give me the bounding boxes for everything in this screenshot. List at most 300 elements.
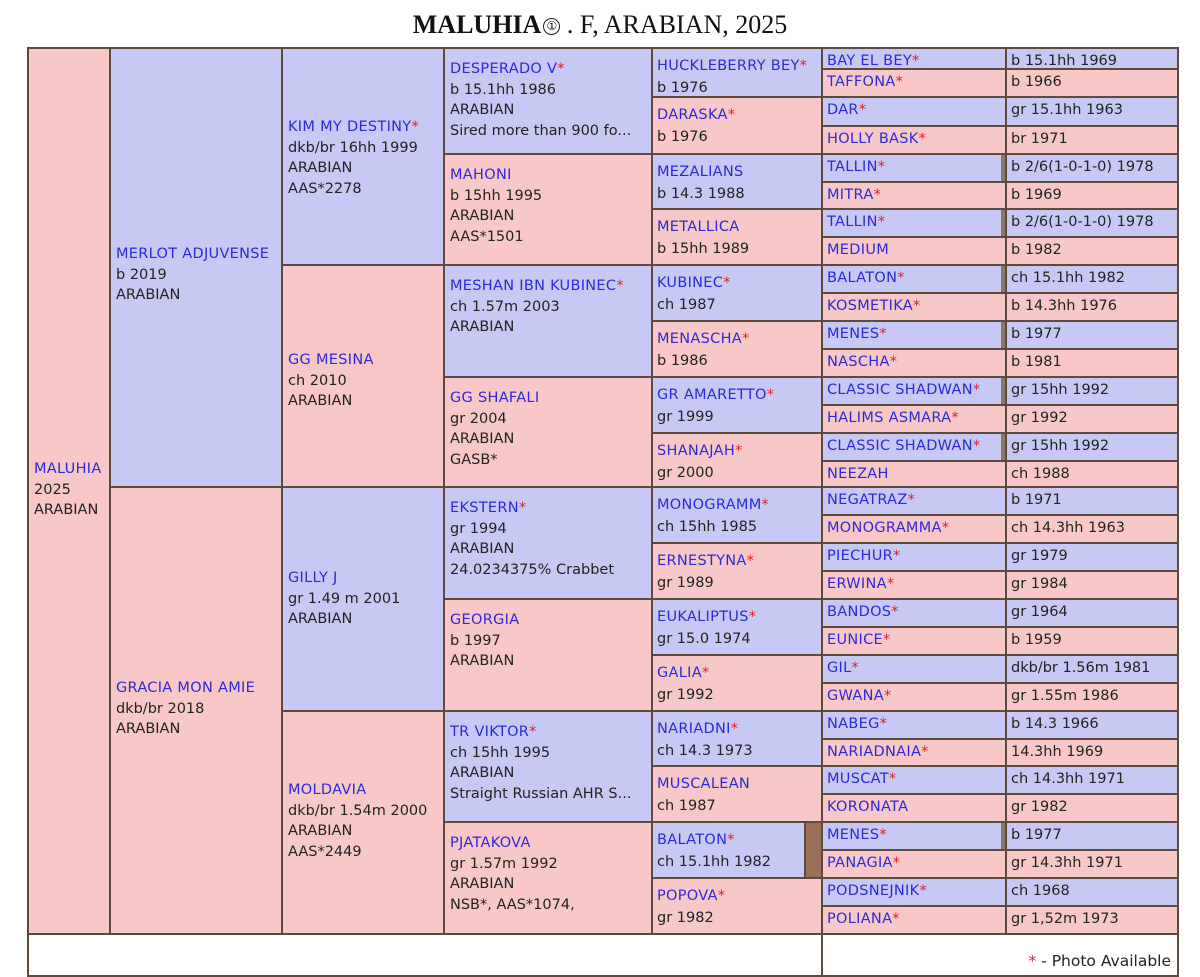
horse-name-line (827, 796, 1001, 818)
footer-legend-cell (821, 933, 1179, 977)
horse-info: gr 1.49 m 2001 (288, 590, 401, 607)
horse-name-link[interactable]: MENES (827, 326, 880, 342)
photo-available-icon: * (1028, 951, 1037, 970)
gen5-info-cell (1005, 877, 1179, 907)
photo-available-icon: * (518, 500, 527, 516)
photo-available-icon: * (919, 883, 927, 899)
horse-name-line (34, 459, 104, 480)
horse-info: ch 15hh 1985 (657, 519, 758, 535)
photo-available-icon: * (858, 102, 867, 118)
horse-name-link[interactable]: MITRA (827, 187, 874, 203)
horse-info: b 14.3 1988 (657, 186, 745, 202)
photo-available-icon: * (893, 548, 901, 564)
horse-name-link[interactable]: MAHONI (450, 167, 512, 183)
gen5-info-cell (1005, 682, 1179, 712)
photo-available-icon: * (879, 716, 887, 732)
gen5-name-cell (821, 514, 1007, 544)
gen5-info-cell (1005, 486, 1179, 516)
horse-name-line (288, 117, 438, 138)
gen4-cell (651, 432, 823, 488)
horse-info: ch 1.57m 2003 (450, 298, 560, 315)
gen5-name-cell (821, 432, 1007, 462)
horse-name-line (657, 272, 817, 294)
photo-thumbnail[interactable] (804, 823, 821, 877)
gen1-cell (109, 47, 283, 488)
horse-name-line (827, 323, 1001, 345)
photo-available-icon: * (886, 576, 895, 592)
photo-available-icon: * (941, 520, 950, 536)
horse-name-line (657, 161, 817, 183)
horse-name-link[interactable]: DAR (827, 102, 859, 118)
horse-name-link[interactable]: TALLIN (827, 214, 878, 230)
horse-info: gr 1979 (1011, 548, 1068, 564)
gen5-info-cell (1005, 348, 1179, 378)
gen5-name-cell (821, 404, 1007, 434)
horse-name-link[interactable]: EUNICE (827, 632, 883, 648)
horse-name-line (657, 328, 817, 350)
horse-name-link[interactable]: KOSMETIKA (827, 298, 914, 314)
horse-name-link[interactable]: GEORGIA (450, 612, 520, 628)
gen5-info-cell (1005, 460, 1179, 488)
gen5-name-cell (821, 793, 1007, 823)
gen4-cell (651, 96, 823, 155)
gen2-cell (281, 486, 445, 712)
horse-name-link[interactable]: NEGATRAZ (827, 492, 908, 508)
horse-name-link[interactable]: MALUHIA (34, 461, 102, 477)
gen4-cell (651, 47, 823, 98)
gen5-name-cell (821, 849, 1007, 879)
gen5-name-cell (821, 460, 1007, 488)
horse-info: ch 14.3 1973 (657, 743, 753, 759)
horse-info: ARABIAN (450, 431, 515, 447)
gen5-info-cell (1005, 542, 1179, 572)
photo-available-icon: * (877, 214, 885, 230)
horse-name-line (827, 407, 1001, 429)
horse-name-link[interactable]: BANDOS (827, 604, 892, 620)
horse-info: gr 2004 (450, 410, 507, 427)
horse-name-link[interactable]: MENES (827, 827, 880, 843)
gen5-info-cell (1005, 376, 1179, 406)
horse-info: ARABIAN (450, 208, 515, 224)
gen5-info-cell (1005, 96, 1179, 127)
horse-info: ch 1988 (1011, 466, 1070, 482)
horse-name-link[interactable]: PIECHUR (827, 548, 893, 564)
horse-name-link[interactable]: KUBINEC (657, 275, 724, 291)
horse-name-line (827, 463, 1001, 485)
photo-available-icon: * (912, 53, 920, 69)
gen2-cell (281, 47, 445, 266)
subject-cell (27, 47, 111, 935)
gen5-name-cell (821, 765, 1007, 795)
horse-name-link[interactable]: MENASCHA (657, 331, 742, 347)
gen5-info-cell (1005, 208, 1179, 238)
horse-name-link[interactable]: TR VIKTOR (450, 724, 530, 740)
gen5-info-cell (1005, 821, 1179, 851)
horse-name-line (827, 71, 1001, 93)
horse-info: gr 1992 (657, 687, 714, 703)
horse-name-line (450, 165, 646, 186)
horse-name-line (827, 657, 1001, 679)
horse-name-line (827, 239, 1001, 261)
horse-name-line (450, 610, 646, 631)
horse-name-link[interactable]: GR AMARETTO (657, 387, 767, 403)
photo-available-icon: * (972, 382, 981, 398)
gen5-name-cell (821, 486, 1007, 516)
horse-name-line (827, 50, 1001, 70)
horse-name-link[interactable]: MONOGRAMM (657, 497, 762, 513)
gen5-info-cell (1005, 68, 1179, 98)
horse-name-line (450, 388, 646, 409)
photo-available-icon: * (735, 443, 743, 459)
photo-available-icon: * (892, 911, 900, 927)
horse-name-link[interactable]: EKSTERN (450, 500, 519, 516)
horse-info: gr 1999 (657, 409, 714, 425)
gen5-name-cell (821, 710, 1007, 740)
horse-name-link[interactable]: METALLICA (657, 219, 740, 235)
horse-name-link[interactable]: HUCKLEBERRY BEY (657, 58, 800, 74)
horse-info: ch 14.3hh 1963 (1011, 520, 1125, 536)
horse-info: b 1959 (1011, 632, 1062, 648)
photo-available-icon: * (951, 410, 959, 426)
horse-info: ch 15.1hh 1982 (657, 854, 771, 870)
horse-info: b 14.3hh 1976 (1011, 298, 1117, 314)
gen5-info-cell (1005, 432, 1179, 462)
horse-info: AAS*2278 (288, 180, 362, 197)
horse-name-link[interactable]: BALATON (657, 832, 728, 848)
horse-name-line (827, 713, 1001, 735)
horse-info: ch 15hh 1995 (450, 744, 551, 761)
photo-available-icon: * (746, 553, 754, 569)
horse-info: b 1977 (1011, 827, 1062, 843)
horse-name-link[interactable]: TAFFONA (827, 74, 896, 90)
gen5-info-cell (1005, 905, 1179, 935)
horse-name-line (657, 216, 817, 238)
gen5-name-cell (821, 682, 1007, 712)
photo-available-icon: * (895, 74, 903, 90)
horse-info: gr 1.55m 1986 (1011, 688, 1119, 704)
horse-name-link[interactable]: GG MESINA (288, 352, 374, 368)
photo-available-icon: * (411, 119, 419, 135)
horse-name-link[interactable]: GALIA (657, 665, 702, 681)
gen3-cell (443, 264, 653, 378)
horse-name-link[interactable]: DESPERADO V (450, 61, 558, 77)
photo-available-icon: * (891, 604, 899, 620)
horse-name-link[interactable]: KIM MY DESTINY (288, 119, 412, 135)
horse-info: gr 1982 (657, 910, 714, 926)
gen5-name-cell (821, 68, 1007, 98)
horse-name-link[interactable]: MUSCALEAN (657, 776, 751, 792)
horse-info: GASB* (450, 451, 498, 468)
gen4-cell (651, 542, 823, 600)
horse-info: b 1977 (1011, 326, 1062, 342)
horse-name-line (827, 128, 1001, 150)
horse-name-line (657, 662, 817, 684)
horse-info: ARABIAN (450, 319, 515, 335)
horse-name-link[interactable]: NARIADNAIA (827, 744, 922, 760)
horse-name-link[interactable]: MESHAN IBN KUBINEC (450, 278, 617, 294)
photo-available-icon: * (727, 832, 735, 848)
photo-available-icon: * (892, 855, 901, 871)
horse-info: b 1986 (657, 353, 708, 369)
horse-name-link[interactable]: MOLDAVIA (288, 782, 367, 798)
horse-name-line (657, 829, 817, 851)
gen5-name-cell (821, 125, 1007, 155)
horse-name-line (827, 489, 1001, 511)
gen3-cell (443, 821, 653, 935)
horse-info: gr 1989 (657, 575, 714, 591)
horse-info: dkb/br 1.54m 2000 (288, 802, 428, 819)
photo-available-icon: * (799, 58, 807, 74)
horse-name-link[interactable]: MEZALIANS (657, 164, 744, 180)
horse-name-link[interactable]: NARIADNI (657, 721, 731, 737)
horse-info: ARABIAN (116, 287, 181, 303)
footer-left (27, 933, 823, 977)
horse-name-link[interactable]: TALLIN (827, 159, 878, 175)
gen5-info-cell (1005, 153, 1179, 183)
gen2-cell (281, 710, 445, 935)
page-title (0, 10, 1200, 40)
photo-available-icon: * (717, 888, 726, 904)
horse-name-line (657, 718, 817, 740)
horse-info: ARABIAN (450, 541, 515, 557)
gen5-info-cell (1005, 765, 1179, 795)
photo-available-icon: * (879, 326, 887, 342)
horse-info: gr 15hh 1992 (1011, 382, 1110, 398)
horse-name-link[interactable]: POLIANA (827, 911, 893, 927)
horse-name-link[interactable]: ERNESTYNA (657, 553, 747, 569)
gen4-cell (651, 821, 823, 879)
horse-name-line (657, 440, 817, 462)
horse-name-line (827, 184, 1001, 206)
horse-name-line (450, 722, 646, 743)
photo-available-icon: * (883, 688, 892, 704)
photo-available-icon: * (921, 744, 929, 760)
gen5-name-cell (821, 96, 1007, 127)
horse-info: gr 15.1hh 1963 (1011, 102, 1123, 118)
horse-info: ch 1968 (1011, 883, 1070, 899)
horse-info: ch 14.3hh 1971 (1011, 771, 1125, 787)
gen5-info-cell (1005, 570, 1179, 600)
gen4-cell (651, 264, 823, 322)
gen4-cell (651, 153, 823, 210)
horse-info: b 1976 (657, 80, 708, 96)
horse-info: dkb/br 2018 (116, 700, 205, 717)
gen5-info-cell (1005, 264, 1179, 294)
photo-available-icon: * (913, 298, 921, 314)
gen5-info-cell (1005, 292, 1179, 322)
horse-name-link[interactable]: NEEZAH (827, 466, 889, 482)
horse-name-link[interactable]: PANAGIA (827, 855, 893, 871)
gen5-info-cell (1005, 793, 1179, 823)
horse-name-line (827, 880, 1001, 902)
horse-info: b 1981 (1011, 354, 1062, 370)
horse-info: b 15.1hh 1986 (450, 81, 556, 98)
horse-info: ARABIAN (450, 876, 515, 892)
gen3-cell (443, 47, 653, 155)
horse-name-line (657, 773, 817, 795)
horse-name-link[interactable]: ERWINA (827, 576, 887, 592)
horse-info: ch 2010 (288, 372, 347, 389)
horse-name-link[interactable]: MONOGRAMMA (827, 520, 942, 536)
photo-available-icon: * (879, 827, 887, 843)
horse-name-line (827, 824, 1001, 846)
gen5-info-cell (1005, 626, 1179, 656)
horse-name-line (827, 351, 1001, 373)
gen4-cell (651, 376, 823, 434)
horse-name-line (827, 379, 1001, 401)
gen5-name-cell (821, 626, 1007, 656)
horse-name-link[interactable]: CLASSIC SHADWAN (827, 438, 973, 454)
horse-name-link[interactable]: DARASKA (657, 107, 728, 123)
gen4-cell (651, 654, 823, 712)
photo-available-icon: * (882, 632, 891, 648)
horse-name-line (827, 685, 1001, 707)
horse-name-line (288, 780, 438, 801)
horse-name-link[interactable]: HALIMS ASMARA (827, 410, 952, 426)
registered-icon: ① (543, 18, 560, 35)
photo-available-icon: * (888, 771, 897, 787)
horse-name-link[interactable]: MEDIUM (827, 242, 890, 258)
horse-name-link[interactable]: SHANAJAH (657, 443, 736, 459)
horse-name-link[interactable]: BALATON (827, 270, 898, 286)
photo-available-icon: * (727, 107, 735, 123)
photo-available-icon: * (616, 278, 624, 294)
horse-name-line (657, 104, 817, 126)
horse-name-line (657, 384, 817, 406)
horse-name-link[interactable]: PJATAKOVA (450, 835, 531, 851)
gen5-info-cell (1005, 514, 1179, 544)
horse-info: b 15hh 1989 (657, 241, 750, 257)
horse-name-link[interactable]: GIL (827, 660, 852, 676)
horse-name-link[interactable]: MERLOT ADJUVENSE (116, 246, 270, 262)
photo-available-icon: * (972, 438, 981, 454)
horse-info: AAS*1501 (450, 228, 524, 245)
horse-name-link[interactable]: CLASSIC SHADWAN (827, 382, 973, 398)
horse-info: AAS*2449 (288, 843, 362, 860)
gen5-info-cell (1005, 710, 1179, 740)
horse-info: b 1997 (450, 632, 501, 649)
photo-available-icon: * (877, 159, 885, 175)
photo-available-icon: * (766, 387, 774, 403)
photo-available-icon: * (742, 331, 750, 347)
gen4-cell (651, 486, 823, 544)
horse-info: b 14.3 1966 (1011, 716, 1099, 732)
horse-name-link[interactable]: HOLLY BASK (827, 131, 919, 147)
horse-name-link[interactable]: GWANA (827, 688, 884, 704)
horse-name-line (657, 55, 817, 77)
horse-name-line (827, 99, 1001, 121)
horse-info: ARABIAN (450, 653, 515, 669)
horse-name-link[interactable]: PODSNEJNIK (827, 883, 920, 899)
horse-name-line (657, 606, 817, 628)
photo-available-icon: * (723, 275, 731, 291)
title-details: . F, ARABIAN, 2025 (560, 10, 788, 39)
horse-name-link[interactable]: MUSCAT (827, 771, 889, 787)
horse-info: 14.3hh 1969 (1011, 744, 1104, 760)
horse-name-line (288, 350, 438, 371)
horse-name-line (657, 885, 817, 907)
gen5-info-cell (1005, 125, 1179, 155)
gen5-name-cell (821, 570, 1007, 600)
photo-available-icon: * (529, 724, 537, 740)
horse-info: gr 15hh 1992 (1011, 438, 1110, 454)
horse-info: ARABIAN (34, 502, 99, 518)
gen5-name-cell (821, 654, 1007, 684)
horse-info: b 15hh 1995 (450, 187, 543, 204)
horse-info: ch 1987 (657, 798, 716, 814)
horse-name-line (827, 211, 1001, 233)
horse-info: b 1971 (1011, 492, 1062, 508)
horse-info: 2025 (34, 481, 71, 498)
legend-text: - Photo Available (1036, 951, 1171, 970)
horse-info: ARABIAN (288, 160, 353, 176)
horse-name-link[interactable]: BAY EL BEY (827, 53, 913, 69)
horse-name-line (827, 573, 1001, 595)
gen3-cell (443, 153, 653, 266)
pedigree-table (27, 47, 1177, 971)
horse-info: b 2/6(1-0-1-0) 1978 (1011, 214, 1154, 230)
gen4-cell (651, 320, 823, 378)
horse-name-link[interactable]: GILLY J (288, 570, 338, 586)
gen3-cell (443, 486, 653, 600)
horse-name-link[interactable]: KORONATA (827, 799, 909, 815)
gen5-name-cell (821, 348, 1007, 378)
horse-name-link[interactable]: EUKALIPTUS (657, 609, 749, 625)
photo-available-icon: * (748, 609, 756, 625)
horse-name-line (827, 741, 1001, 763)
gen5-info-cell (1005, 849, 1179, 879)
photo-available-icon: * (557, 61, 565, 77)
horse-name-link[interactable]: NASCHA (827, 354, 890, 370)
gen2-cell (281, 264, 445, 488)
horse-name-line (450, 59, 646, 80)
horse-name-link[interactable]: GRACIA MON AMIE (116, 680, 256, 696)
gen4-cell (651, 208, 823, 266)
horse-info: gr 1984 (1011, 576, 1068, 592)
horse-info: b 1982 (1011, 242, 1062, 258)
horse-name-line (827, 545, 1001, 567)
photo-available-icon: * (761, 497, 769, 513)
horse-info: b 2019 (116, 266, 167, 283)
horse-info: ch 1987 (657, 297, 716, 313)
horse-info: b 1966 (1011, 74, 1062, 90)
horse-info: gr 1964 (1011, 604, 1068, 620)
horse-info: dkb/br 1.56m 1981 (1011, 660, 1151, 676)
horse-name-line (827, 435, 1001, 457)
gen4-cell (651, 710, 823, 767)
photo-available-icon: * (701, 665, 710, 681)
gen3-cell (443, 710, 653, 823)
title-horse-name: MALUHIA (412, 10, 542, 39)
horse-info: Straight Russian AHR S... (450, 785, 632, 802)
horse-info: gr 15.0 1974 (657, 631, 751, 647)
gen5-name-cell (821, 208, 1007, 238)
horse-info: ch 15.1hh 1982 (1011, 270, 1125, 286)
horse-name-line (450, 498, 646, 519)
horse-name-link[interactable]: POPOVA (657, 888, 718, 904)
horse-name-line (657, 550, 817, 572)
horse-info: gr 1,52m 1973 (1011, 911, 1119, 927)
horse-info: ARABIAN (450, 102, 515, 118)
horse-name-link[interactable]: GG SHAFALI (450, 390, 540, 406)
horse-name-line (827, 852, 1001, 874)
photo-available-icon: * (907, 492, 915, 508)
horse-info: b 1969 (1011, 187, 1062, 203)
horse-name-link[interactable]: NABEG (827, 716, 880, 732)
horse-info: gr 2000 (657, 465, 714, 481)
gen5-name-cell (821, 153, 1007, 183)
gen5-name-cell (821, 542, 1007, 572)
